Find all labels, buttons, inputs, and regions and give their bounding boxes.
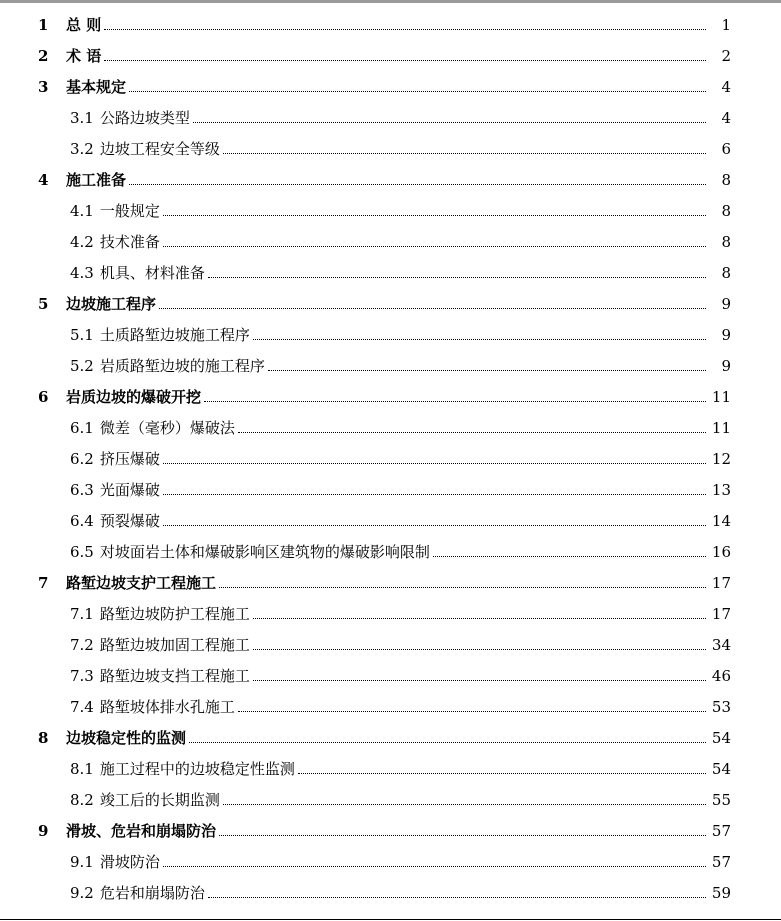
top-rule <box>0 0 781 3</box>
toc-title: 竣工后的长期监测 <box>99 791 220 809</box>
dot-leader <box>223 153 706 154</box>
toc-page: 6 <box>721 139 731 158</box>
toc-number: 8.2 <box>70 790 94 809</box>
dot-leader <box>193 122 706 123</box>
dot-leader <box>253 618 706 619</box>
dot-leader <box>104 29 706 30</box>
toc-page: 8 <box>721 170 731 189</box>
toc-entry[interactable] <box>0 877 781 908</box>
toc-title: 边坡工程安全等级 <box>99 140 220 158</box>
toc-title: 路堑坡体排水孔施工 <box>99 698 235 716</box>
toc-title: 土质路堑边坡施工程序 <box>99 326 250 344</box>
toc-number: 5.1 <box>70 325 94 344</box>
toc-entry[interactable] <box>0 753 781 784</box>
toc-number: 6.4 <box>70 511 94 530</box>
toc-title: 光面爆破 <box>99 481 160 499</box>
toc-number: 6.1 <box>70 418 94 437</box>
toc-page: 11 <box>711 387 731 406</box>
toc-title: 预裂爆破 <box>99 512 160 530</box>
toc-page: 8 <box>721 201 731 220</box>
toc-entry[interactable] <box>0 474 781 505</box>
toc-entry[interactable] <box>0 9 781 40</box>
toc-entry[interactable] <box>0 164 781 195</box>
toc-number: 3.1 <box>70 108 94 127</box>
toc-number: 9 <box>38 821 49 840</box>
toc-number: 4.2 <box>70 232 94 251</box>
dot-leader <box>238 432 706 433</box>
toc-page: 8 <box>721 263 731 282</box>
toc-title: 技术准备 <box>99 233 160 251</box>
toc-title: 挤压爆破 <box>99 450 160 468</box>
dot-leader <box>268 370 706 371</box>
toc-title: 路堑边坡支挡工程施工 <box>99 667 250 685</box>
toc-page: 16 <box>711 542 731 561</box>
dot-leader <box>163 246 706 247</box>
toc-number: 7.2 <box>70 635 94 654</box>
toc-entry[interactable] <box>0 505 781 536</box>
toc-number: 3.2 <box>70 139 94 158</box>
toc-number: 5.2 <box>70 356 94 375</box>
dot-leader <box>433 556 706 557</box>
toc-entry[interactable] <box>0 660 781 691</box>
dot-leader <box>163 525 706 526</box>
toc-page: 57 <box>711 852 731 871</box>
toc-title: 边坡稳定性的监测 <box>66 729 187 747</box>
toc-number: 3 <box>38 77 49 96</box>
dot-leader <box>253 680 706 681</box>
toc-entry[interactable] <box>0 257 781 288</box>
toc-entry[interactable] <box>0 598 781 629</box>
toc-title: 术 语 <box>66 47 102 65</box>
toc-entry[interactable] <box>0 784 781 815</box>
dot-leader <box>104 60 706 61</box>
toc-entry[interactable] <box>0 722 781 753</box>
table-of-contents <box>0 9 781 908</box>
dot-leader <box>163 494 706 495</box>
toc-number: 7.3 <box>70 666 94 685</box>
toc-title: 对坡面岩土体和爆破影响区建筑物的爆破影响限制 <box>99 543 430 561</box>
dot-leader <box>298 773 706 774</box>
bottom-rule <box>0 919 781 920</box>
toc-entry[interactable] <box>0 102 781 133</box>
toc-entry[interactable] <box>0 195 781 226</box>
toc-entry[interactable] <box>0 350 781 381</box>
toc-number: 6 <box>38 387 49 406</box>
toc-title: 路堑边坡支护工程施工 <box>66 574 217 592</box>
toc-page: 14 <box>711 511 731 530</box>
toc-number: 6.5 <box>70 542 94 561</box>
toc-entry[interactable] <box>0 226 781 257</box>
dot-leader <box>208 897 706 898</box>
toc-page: 12 <box>711 449 731 468</box>
toc-title: 公路边坡类型 <box>99 109 190 127</box>
toc-page: 4 <box>721 108 731 127</box>
toc-page: 57 <box>711 821 731 840</box>
toc-page: 55 <box>711 790 731 809</box>
toc-entry[interactable] <box>0 629 781 660</box>
toc-entry[interactable] <box>0 536 781 567</box>
dot-leader <box>219 587 706 588</box>
toc-title: 路堑边坡防护工程施工 <box>99 605 250 623</box>
toc-number: 7 <box>38 573 49 592</box>
toc-entry[interactable] <box>0 71 781 102</box>
toc-number: 6.2 <box>70 449 94 468</box>
toc-page: 4 <box>721 77 731 96</box>
toc-entry[interactable] <box>0 40 781 71</box>
dot-leader <box>208 277 706 278</box>
toc-page: 2 <box>721 46 731 65</box>
toc-title: 一般规定 <box>99 202 160 220</box>
toc-title: 微差（毫秒）爆破法 <box>99 419 235 437</box>
toc-entry[interactable] <box>0 846 781 877</box>
toc-title: 滑坡、危岩和崩塌防治 <box>66 822 217 840</box>
toc-entry[interactable] <box>0 567 781 598</box>
toc-number: 4.3 <box>70 263 94 282</box>
toc-title: 机具、材料准备 <box>99 264 205 282</box>
toc-page: 9 <box>721 325 731 344</box>
toc-page: 17 <box>711 573 731 592</box>
dot-leader <box>163 866 706 867</box>
toc-entry[interactable] <box>0 133 781 164</box>
toc-title: 总 则 <box>66 16 102 34</box>
dot-leader <box>253 339 706 340</box>
toc-page: 13 <box>711 480 731 499</box>
toc-title: 岩质路堑边坡的施工程序 <box>99 357 265 375</box>
dot-leader <box>163 215 706 216</box>
toc-number: 5 <box>38 294 49 313</box>
dot-leader <box>189 742 706 743</box>
toc-title: 施工过程中的边坡稳定性监测 <box>99 760 295 778</box>
toc-entry[interactable] <box>0 815 781 846</box>
toc-number: 7.4 <box>70 697 94 716</box>
toc-number: 7.1 <box>70 604 94 623</box>
toc-number: 1 <box>38 15 49 34</box>
toc-title: 边坡施工程序 <box>66 295 157 313</box>
toc-page: 9 <box>721 294 731 313</box>
toc-number: 6.3 <box>70 480 94 499</box>
toc-entry[interactable] <box>0 691 781 722</box>
toc-title: 危岩和崩塌防治 <box>99 884 205 902</box>
toc-page: 34 <box>711 635 731 654</box>
toc-page: 17 <box>711 604 731 623</box>
toc-page: 53 <box>711 697 731 716</box>
toc-number: 4 <box>38 170 49 189</box>
toc-number: 9.2 <box>70 883 94 902</box>
toc-page: 1 <box>721 15 731 34</box>
dot-leader <box>129 184 706 185</box>
toc-entry[interactable] <box>0 288 781 319</box>
dot-leader <box>219 835 706 836</box>
toc-title: 路堑边坡加固工程施工 <box>99 636 250 654</box>
toc-page: 8 <box>721 232 731 251</box>
toc-title: 施工准备 <box>66 171 127 189</box>
toc-title: 岩质边坡的爆破开挖 <box>66 388 202 406</box>
toc-page: 54 <box>711 759 731 778</box>
toc-title: 滑坡防治 <box>99 853 160 871</box>
toc-page: 59 <box>711 883 731 902</box>
toc-entry[interactable] <box>0 381 781 412</box>
dot-leader <box>163 463 706 464</box>
dot-leader <box>223 804 706 805</box>
toc-number: 8 <box>38 728 49 747</box>
toc-number: 4.1 <box>70 201 94 220</box>
dot-leader <box>159 308 706 309</box>
toc-entry[interactable] <box>0 319 781 350</box>
toc-number: 8.1 <box>70 759 94 778</box>
dot-leader <box>204 401 706 402</box>
dot-leader <box>129 91 706 92</box>
toc-title: 基本规定 <box>66 78 127 96</box>
toc-entry[interactable] <box>0 412 781 443</box>
toc-number: 9.1 <box>70 852 94 871</box>
toc-page: 9 <box>721 356 731 375</box>
toc-number: 2 <box>38 46 49 65</box>
toc-page: 11 <box>711 418 731 437</box>
toc-page: 46 <box>711 666 731 685</box>
dot-leader <box>238 711 706 712</box>
toc-page: 54 <box>711 728 731 747</box>
dot-leader <box>253 649 706 650</box>
toc-entry[interactable] <box>0 443 781 474</box>
